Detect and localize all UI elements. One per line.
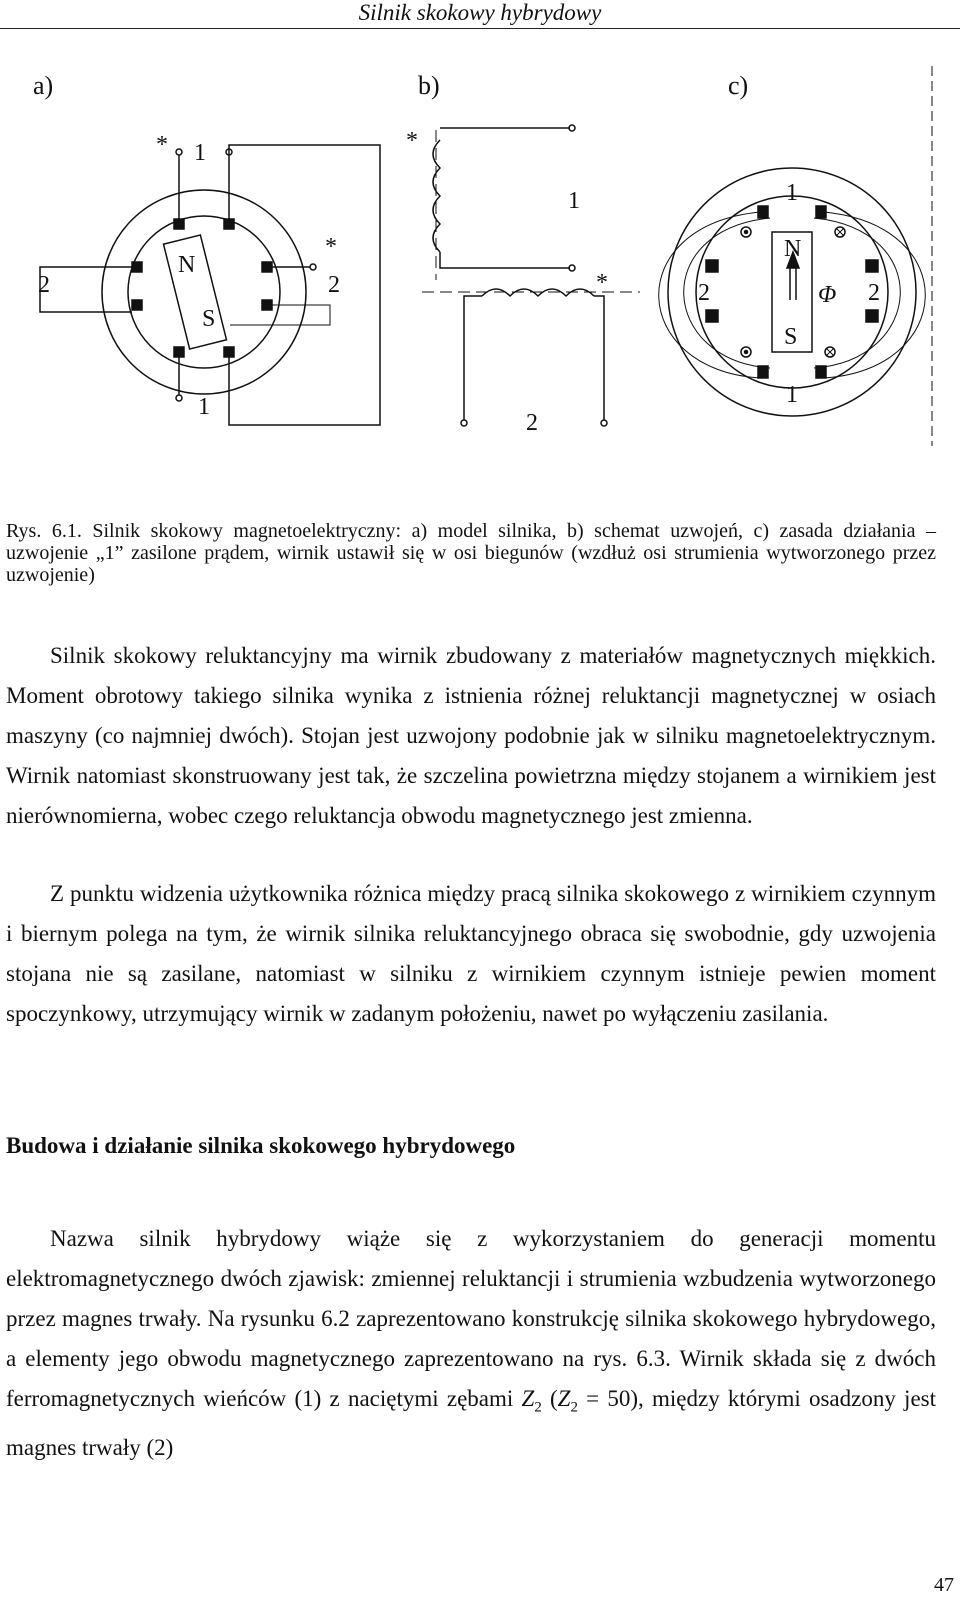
a-star-top: * bbox=[156, 132, 168, 158]
c-winding1-bottom: 1 bbox=[786, 382, 798, 408]
page-number: 47 bbox=[934, 1574, 954, 1596]
b-star-top: * bbox=[406, 128, 418, 154]
a-pole-s: S bbox=[202, 306, 216, 332]
panel-a-label: a) bbox=[33, 71, 54, 100]
p3-symbol-z2-sub: 2 bbox=[570, 1399, 578, 1416]
b-winding2: 2 bbox=[526, 410, 538, 436]
section-heading: Budowa i działanie silnika skokowego hybrydowego bbox=[6, 1133, 516, 1158]
panel-b-label: b) bbox=[418, 71, 440, 100]
paragraph-user-perspective: Z punktu widzenia użytkownika różnica między pracą silnika skokowego z wirnikiem czynnym i biernym polega na tym, że wirnik silnika reluktancyjnego obraca się swobodnie, gdy uzwojenia stojana nie są zasilane, natomiast w silniku z wirnikiem czynnym istnieje pewien moment spoczynkowy, utrzymujący wirnik w zadanym położeniu, nawet po wyłączeniu zasilania. bbox=[6, 881, 936, 1026]
figure-caption: Rys. 6.1. Silnik skokowy magnetoelektryczny: a) model silnika, b) schemat uzwojeń, c) zasada działania – uzwojenie „1” zasilone prądem, wirnik ustawił się w osi biegunów (wzdłuż osi strumienia wytworzonego przez uzwojenie) bbox=[6, 520, 936, 586]
p3-symbol-z-sub: 2 bbox=[534, 1399, 542, 1416]
paragraph-hybrid-motor bbox=[6, 1219, 936, 1468]
a-pole-n: N bbox=[178, 252, 196, 278]
a-winding1-top: 1 bbox=[194, 140, 206, 166]
a-winding1-bottom: 1 bbox=[198, 394, 210, 420]
panel-c-label: c) bbox=[728, 71, 749, 100]
figure-6-1 bbox=[0, 40, 960, 480]
a-winding2-right: 2 bbox=[328, 272, 340, 298]
c-flux-label: Φ bbox=[818, 282, 837, 308]
a-winding2-left: 2 bbox=[38, 272, 50, 298]
b-star-mid: * bbox=[596, 270, 608, 296]
p3-text-c: = 50), między którymi osadzony jest magnes trwały (2) bbox=[6, 1386, 937, 1460]
c-winding2-left: 2 bbox=[698, 280, 710, 306]
c-winding1-top: 1 bbox=[786, 180, 798, 206]
running-header bbox=[0, 0, 960, 29]
running-header-title: Silnik skokowy hybrydowy bbox=[358, 0, 602, 25]
p3-symbol-z2: Z bbox=[557, 1386, 571, 1411]
a-star-right: * bbox=[325, 234, 337, 260]
c-winding2-right: 2 bbox=[868, 280, 880, 306]
b-winding1: 1 bbox=[568, 188, 580, 214]
p3-symbol-z: Z bbox=[521, 1386, 535, 1411]
p3-text-a: Nazwa silnik hybrydowy wiąże się z wykorzystaniem do generacji momentu elektromagnetycznego dwóch zjawisk: zmiennej reluktancji i strumienia wzbudzenia wytworzonego przez magnes trwały. Na rysunku 6.2 zaprezentowano konstrukcję silnika skokowego hybrydowego, a elementy jego obwodu magnetycznego zaprezentowano na rys. 6.3. Wirnik składa się z dwóch ferromagnetycznych wieńców (1) z naciętymi zębami bbox=[6, 1226, 936, 1411]
p3-text-b: ( bbox=[541, 1386, 558, 1411]
c-pole-s: S bbox=[784, 324, 798, 350]
c-pole-n: N bbox=[784, 236, 802, 262]
paragraph-reluctance-motor: Silnik skokowy reluktancyjny ma wirnik zbudowany z materiałów magnetycznych miękkich. Moment obrotowy takiego silnika wynika z istnienia różnej reluktancji magnetycznej w osiach maszyny (co najmniej dwóch). Stojan jest uzwojony podobnie jak w silniku magnetoelektrycznym. Wirnik natomiast skonstruowany jest tak, że szczelina powietrzna między stojanem a wirnikiem jest nierównomierna, wobec czego reluktancja obwodu magnetycznego jest zmienna. bbox=[6, 643, 936, 828]
